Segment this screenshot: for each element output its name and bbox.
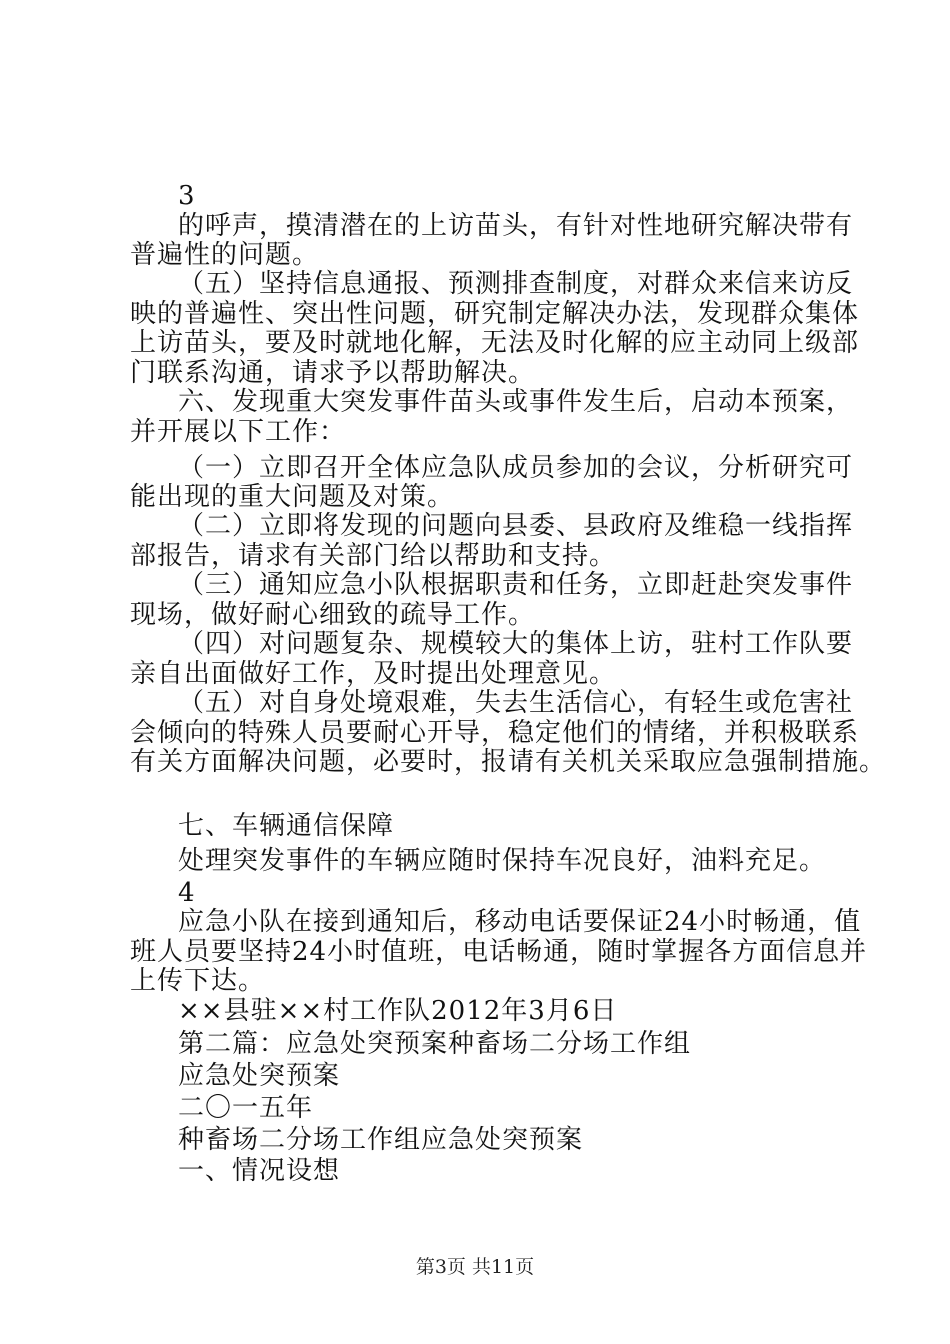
- paragraph-line: 普遍性的问题。: [130, 240, 320, 270]
- paragraph-line: （一）立即召开全体应急队成员参加的会议，分析研究可: [178, 453, 854, 483]
- paragraph-line: 现场，做好耐心细致的疏导工作。: [130, 600, 536, 630]
- paragraph-line: 的呼声，摸清潜在的上访苗头，有针对性地研究解决带有: [178, 211, 854, 241]
- paragraph-line: （三）通知应急小队根据职责和任务，立即赶赴突发事件: [178, 570, 854, 600]
- paragraph-line: 亲自出面做好工作，及时提出处理意见。: [130, 659, 617, 689]
- paragraph-line: 应急小队在接到通知后，移动电话要保证24小时畅通，值: [178, 907, 862, 937]
- page-number-footer: 第3页 共11页: [415, 1256, 535, 1278]
- section-heading: 六、发现重大突发事件苗头或事件发生后，启动本预案，: [178, 387, 854, 417]
- paragraph-line: 上访苗头，要及时就地化解，无法及时化解的应主动同上级部: [130, 328, 860, 358]
- paragraph-line: （四）对问题复杂、规模较大的集体上访，驻村工作队要: [178, 629, 854, 659]
- paragraph-line: 门联系沟通，请求予以帮助解决。: [130, 358, 536, 388]
- chapter-title: 第二篇：应急处突预案种畜场二分场工作组: [178, 1029, 692, 1059]
- title-line: 应急处突预案: [178, 1061, 341, 1091]
- paragraph-line: 处理突发事件的车辆应随时保持车况良好，油料充足。: [178, 846, 827, 876]
- page-marker-4: 4: [178, 878, 196, 908]
- paragraph-line: 能出现的重大问题及对策。: [130, 482, 455, 512]
- year-line: 二〇一五年: [178, 1093, 314, 1123]
- paragraph-line: 并开展以下工作：: [130, 417, 347, 447]
- paragraph-line: （五）坚持信息通报、预测排查制度，对群众来信来访反: [178, 269, 854, 299]
- title-line: 种畜场二分场工作组应急处突预案: [178, 1125, 584, 1155]
- paragraph-line: 部报告，请求有关部门给以帮助和支持。: [130, 541, 617, 571]
- section-heading: 七、车辆通信保障: [178, 811, 395, 841]
- paragraph-line: （五）对自身处境艰难，失去生活信心，有轻生或危害社: [178, 688, 854, 718]
- paragraph-line: 会倾向的特殊人员要耐心开导，稳定他们的情绪，并积极联系: [130, 718, 860, 748]
- paragraph-line: （二）立即将发现的问题向县委、县政府及维稳一线指挥: [178, 511, 854, 541]
- signature-line: ××县驻××村工作队2012年3月6日: [178, 996, 618, 1026]
- paragraph-line: 班人员要坚持24小时值班，电话畅通，随时掌握各方面信息并: [130, 937, 868, 967]
- section-heading: 一、情况设想: [178, 1156, 341, 1186]
- paragraph-line: 映的普遍性、突出性问题，研究制定解决办法，发现群众集体: [130, 299, 860, 329]
- paragraph-line: 有关方面解决问题，必要时，报请有关机关采取应急强制措施。: [130, 747, 887, 777]
- paragraph-line: 上传下达。: [130, 966, 266, 996]
- page-marker-3: 3: [178, 181, 196, 211]
